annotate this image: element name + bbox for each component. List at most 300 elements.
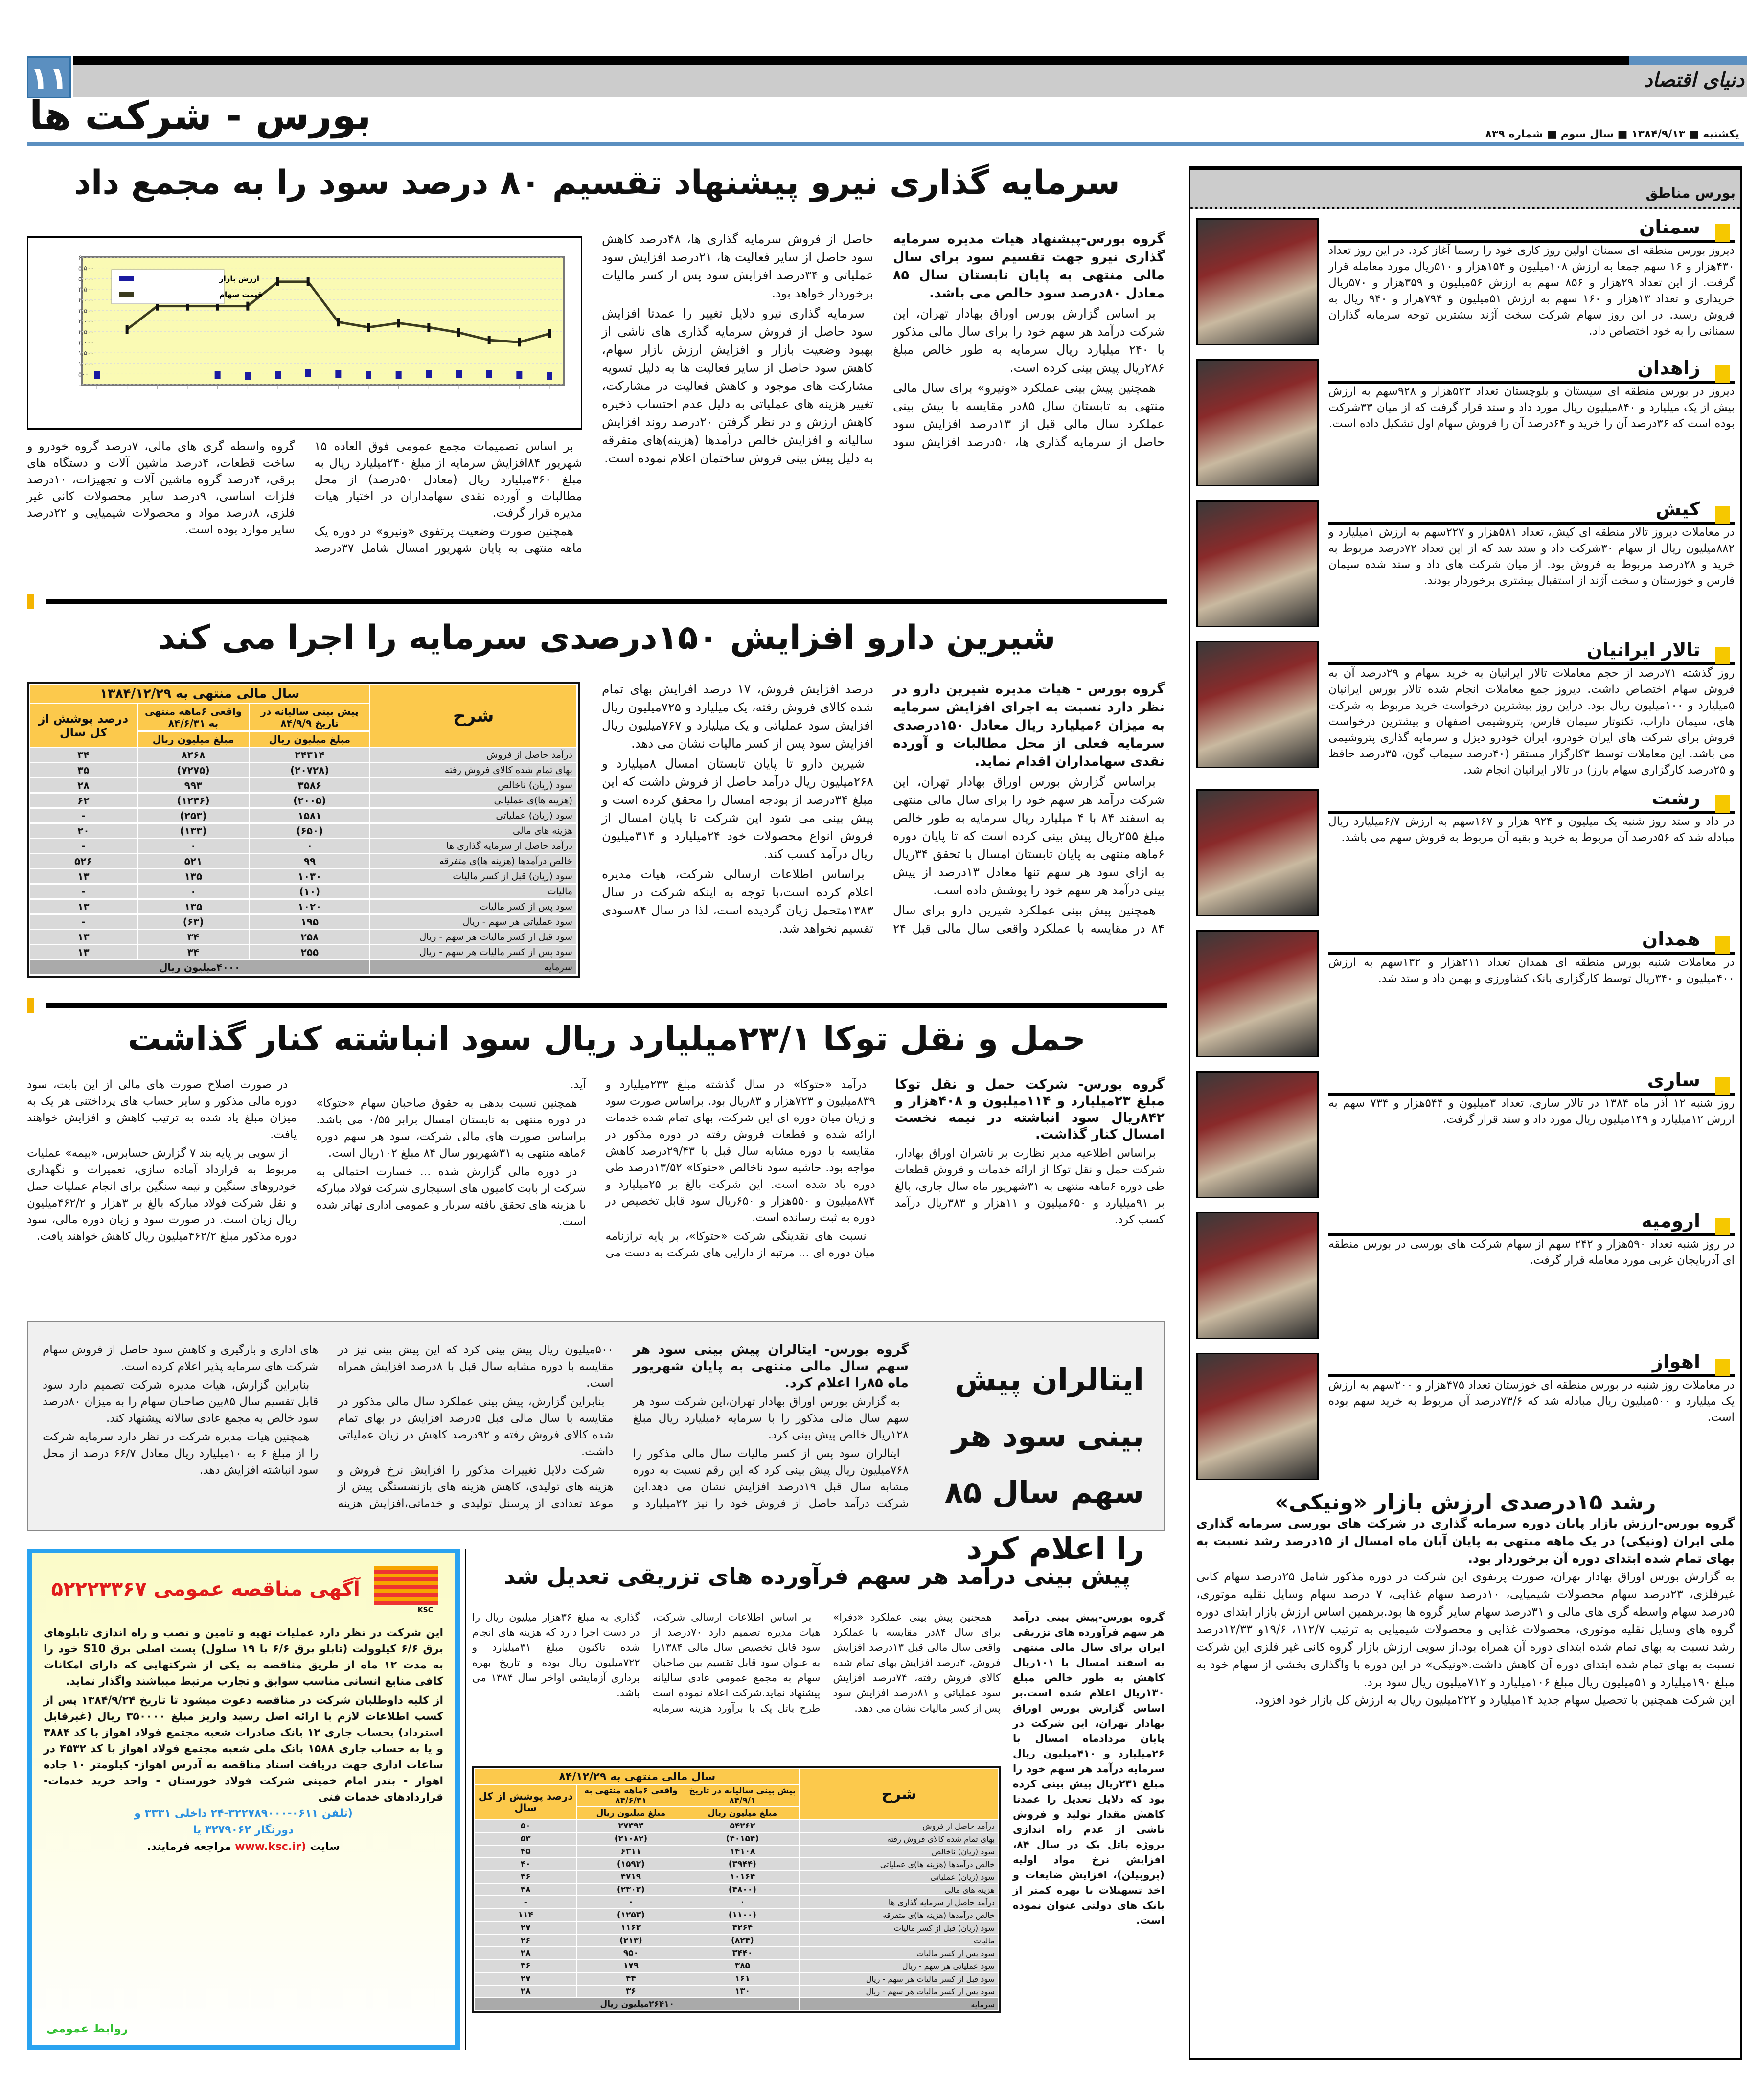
row-label: مالیات bbox=[370, 885, 576, 898]
y-tick-label: ۲,۰۰۰ bbox=[78, 339, 94, 347]
cell-value: ۲۵۵ bbox=[250, 945, 369, 959]
row-label: سود پس از کسر مالیات bbox=[800, 1947, 998, 1959]
region-text: در روز شنبه تعداد ۵۹۰هزار و ۲۴۲ سهم از سهام شرکت های بورسی در بورس منطقه ای آذربایجان غربی مورد معامله قرار گرفت. bbox=[1328, 1238, 1735, 1267]
cell-value: (۳۹۴۴) bbox=[685, 1858, 799, 1870]
table-row bbox=[30, 885, 576, 898]
y-tick-label: ۱,۵۰۰ bbox=[78, 350, 94, 357]
trading-floor-photo bbox=[1196, 930, 1319, 1057]
cell-value: ۱۷۹ bbox=[577, 1960, 685, 1972]
article2-headline: شیرین دارو افزایش ۱۵۰درصدی سرمایه را اجرا می کند bbox=[158, 618, 1056, 657]
cell-value: ۵۳ bbox=[475, 1833, 576, 1845]
cell-value: ۳۴ bbox=[138, 930, 249, 944]
cell-value: ۸۲۶۸ bbox=[138, 748, 249, 762]
period-header: سال مالی منتهی به ۱۳۸۴/۱۲/۲۹ bbox=[30, 685, 369, 703]
trading-floor-photo bbox=[1196, 1071, 1319, 1198]
cell-value: ۰ bbox=[250, 839, 369, 853]
row-label: سود قبل از کسر مالیات هر سهم - ریال bbox=[800, 1973, 998, 1985]
capital-label: سرمایه bbox=[370, 960, 576, 974]
cell-value: ۱۴۱۰۸ bbox=[685, 1846, 799, 1857]
col-desc-header: شرح bbox=[370, 685, 576, 747]
y-tick-label: ۵,۰۰۰ bbox=[78, 275, 94, 283]
financial-table bbox=[474, 1768, 999, 2011]
cell-value: ۲۷ bbox=[475, 1922, 576, 1934]
regional-exchanges-column bbox=[1189, 166, 1742, 2060]
coverage-header: درصد پوشش از کل سال bbox=[475, 1785, 576, 1819]
cell-value: ۲۷ bbox=[475, 1973, 576, 1985]
article5-body bbox=[472, 1610, 1001, 1716]
table-row bbox=[475, 1871, 998, 1883]
trading-floor-photo bbox=[1196, 641, 1319, 768]
row-label: مالیات bbox=[800, 1935, 998, 1946]
table-row bbox=[30, 915, 576, 929]
dateline: یکشنبه ■ ۱۳۸۴/۹/۱۳ ■ سال سوم ■ شماره ۸۳۹ bbox=[1485, 128, 1739, 140]
article-lead: گروه بورس-پیش بینی درآمد هر سهم فرآورده های تزریقی ایران برای سال مالی منتهی به اسفند امسال با ۱۰۱ریال کاهش به طور خالص مبلغ ۱۳۰ریال اعلام شده است.بر اساس گزارش بورس اوراق بهادار تهران، این شرکت در پایان مردادماه امسال با ۲۶میلیارد و ۴۱۰میلیون ریال سرمایه درآمد هر سهم خود را مبلغ ۲۳۱ریال پیش بینی کرده بود که دلایل تعدیل را عمدتا کاهش مقدار تولید و فروش ناشی از عدم راه اندازی پروژه باتل پک در سال ۸۴، افزایش نرخ مواد اولیه (پروپیلن)، افزایش ضایعات و اخذ تسهیلات با بهره کمتر از بانک های دولتی عنوان نموده است. bbox=[1013, 1611, 1165, 1926]
article-paragraph: براساس اطلاعات ارسالی شرکت، هیات مدیره اعلام کرده است،با توجه به اینکه شرکت در سال ۱۳۸۳متحمل زیان گردیده است، لذا در سال ۸۴سودی تقسیم نخواهد شد. bbox=[602, 867, 873, 936]
cell-value: ۱۳ bbox=[30, 869, 137, 883]
article-paragraph: شرکت دلایل تغییرات مذکور را افزایش نرخ فروش و هزینه های تولیدی، کاهش هزینه های بازنشستگی پیش از موعد تعدادی از پرسنل تولیدی و خدماتی،افزایش هزینه های اداری و بارگیری و کاهش سود حاصل از فروش سهام شرکت های سرمایه پذیر اعلام کرده است. bbox=[43, 1344, 614, 1510]
series-point bbox=[547, 372, 552, 380]
cell-value: ۲۶ bbox=[475, 1935, 576, 1946]
cell-value: ۱۶۱ bbox=[685, 1973, 799, 1985]
series-point bbox=[516, 371, 522, 379]
legend-label: قیمت سهام bbox=[219, 290, 263, 299]
cell-value: ۱۵۸۱ bbox=[250, 809, 369, 822]
row-label: درآمد حاصل از سرمایه گذاری ها bbox=[800, 1896, 998, 1908]
cell-value: ۴۰ bbox=[475, 1858, 576, 1870]
region-text: دیروز در بورس منطقه ای سیستان و بلوچستان تعداد ۵۲۳هزار و ۹۲۸سهم به ارزش بیش از یک میلیارد و ۸۴۰میلیون ریال مورد داد و ستد قرار گرفت که از میان ۳۳شرکت بوده است که ۳۶درصد آن را خرید و ۶۴درصد آن را فروش سهام اول تشکیل داده است. bbox=[1328, 385, 1735, 430]
region-6 bbox=[1196, 1067, 1735, 1201]
legend-swatch bbox=[119, 292, 134, 297]
series-point bbox=[246, 302, 249, 311]
table-row bbox=[30, 748, 576, 762]
table-row bbox=[30, 794, 576, 807]
cell-value: ۳۵ bbox=[30, 763, 137, 777]
cell-value: ۱۹۵ bbox=[250, 915, 369, 929]
unit-header: مبلغ میلیون ریال bbox=[138, 732, 249, 747]
table-row bbox=[30, 930, 576, 944]
row-label: سود (زیان) قبل از کسر مالیات bbox=[370, 869, 576, 883]
region-title: همدان bbox=[1328, 926, 1735, 955]
row-label: خالص درآمدها (هزینه ها)ی متفرقه bbox=[800, 1909, 998, 1921]
capital-value: ۴۰۰۰میلیون ریال bbox=[30, 960, 369, 974]
cell-value: ۱۱۴ bbox=[475, 1909, 576, 1921]
series-point bbox=[215, 371, 221, 379]
article-paragraph: بر اساس تصمیمات مجمع عمومی فوق العاده ۱۵ شهریور ۸۴افزایش سرمایه از مبلغ ۲۴۰میلیارد ریال به مبلغ ۳۶۰میلیارد ریال (معادل ۵۰درصد) از محل مطالبات و آورده نقدی سهامداران در اختیار هیات مدیره قرار گرفت. bbox=[314, 439, 583, 520]
cell-value: (۶۳) bbox=[138, 915, 249, 929]
cell-value: - bbox=[30, 839, 137, 853]
row-label: هزینه های مالی bbox=[370, 824, 576, 838]
tazriqi-table bbox=[472, 1766, 1001, 2013]
cell-value: - bbox=[30, 885, 137, 898]
region-title: ساری bbox=[1328, 1067, 1735, 1096]
row-label: بهای تمام شده کالای فروش رفته bbox=[800, 1833, 998, 1845]
cell-value: ۰ bbox=[138, 885, 249, 898]
article-paragraph: از سویی بر پایه بند ۷ گزارش حسابرس، «بیمه» عملیات مربوط به قرارداد آماده سازی، تعمیرات و نگهداری خودروهای سنگین و نیمه سنگین برای انجام عملیات حمل و نقل شرکت فولاد مبارکه بالغ بر ۳هزار و ۴۶۲/۲میلیون ریال زیان است. در صورت سود و زیان دوره مالی، سود دوره مذکور مبلغ ۴۶۲/۲میلیون ریال کاهش خواهند یافت. bbox=[27, 1147, 297, 1243]
yellow-marker bbox=[27, 594, 34, 609]
cell-value: ۲۷۳۹۳ bbox=[577, 1820, 685, 1832]
y-tick-label: ۵,۵۰۰ bbox=[78, 265, 94, 273]
cell-value: ۱۳۵ bbox=[138, 900, 249, 913]
region-text: در داد و ستد روز شنبه یک میلیون و ۹۲۴ هزار و ۱۶۷سهم به ارزش ۶/۷میلیارد ریال مبادله شد که ۵۶درصد آن مربوط به خرید و بقیه آن مربوط به فروش سهم می باشد. bbox=[1328, 815, 1735, 844]
article4-headline: ایتالران پیش بینی سود هر سهم سال ۸۵ را اعلام کرد bbox=[944, 1362, 1144, 1566]
table-row bbox=[475, 1884, 998, 1895]
article-lead: گروه بورس - هیات مدیره شیرین دارو در نظر دارد نسبت به اجرای افزایش سرمایه به میزان ۶میلیارد ریال معادل ۱۵۰درصدی سرمایه فعلی از محل مطالبات و آورده نقدی سهامداران اقدام نماید. bbox=[893, 682, 1165, 769]
cell-value: ۲۰ bbox=[30, 824, 137, 838]
cell-value: ۵۲۱ bbox=[138, 854, 249, 868]
table-row bbox=[30, 824, 576, 838]
cell-value: ۴۶ bbox=[475, 1960, 576, 1972]
cell-value: ۱۳ bbox=[30, 930, 137, 944]
region-title: اهواز bbox=[1328, 1349, 1735, 1377]
cell-value: - bbox=[30, 809, 137, 822]
row-label: سود پس از کسر مالیات هر سهم - ریال bbox=[800, 1986, 998, 1997]
newspaper-logo: دنیای اقتصاد bbox=[1644, 68, 1744, 91]
region-text: در معاملات دیروز تالار منطقه ای کیش، تعداد ۵۸۱هزار و ۲۲۷سهم به ارزش ۱میلیارد و ۸۸۲میلیون ریال از سهام ۳۰شرکت داد و ستد شد که از این تعداد ۷۲درصد مربوط به خرید و ۲۸درصد مربوط به فروش بود. از میان شرکت های داد و ستد شده سیمان فارس و خوزستان و سخت آژند از استقبال بیشتری برخوردار بودند. bbox=[1328, 526, 1735, 587]
legend-box bbox=[112, 270, 224, 304]
article-lead: گروه بورس- ایتالران پیش بینی سود هر سهم سال مالی منتهی به پایان شهریور ماه ۸۵را اعلام کرد. bbox=[633, 1342, 909, 1391]
article5-headline: پیش بینی درآمد هر سهم فرآورده های تزریقی تعدیل شد bbox=[503, 1563, 1131, 1589]
article6-headline: رشد ۱۵درصدی ارزش بازار «ونیکی» bbox=[1275, 1490, 1656, 1515]
table-row bbox=[30, 809, 576, 822]
article3-body bbox=[27, 1076, 1165, 1261]
cell-value: ۲۸ bbox=[475, 1986, 576, 1997]
row-label: (هزینه ها)ی عملیاتی bbox=[370, 794, 576, 807]
cell-value: (۲۱۰۸۲) bbox=[577, 1833, 685, 1845]
cell-value: ۳۸۵ bbox=[685, 1960, 799, 1972]
cell-value: ۰ bbox=[685, 1896, 799, 1908]
cell-value: ۰ bbox=[577, 1896, 685, 1908]
ksc-logo bbox=[374, 1566, 438, 1605]
region-0 bbox=[1196, 214, 1735, 348]
cell-value: ۳۴ bbox=[30, 748, 137, 762]
table-row bbox=[30, 778, 576, 792]
col-desc-header: شرح bbox=[800, 1769, 998, 1819]
cell-value: (۲۰۷۲۸) bbox=[250, 763, 369, 777]
region-text: در معاملات روز شنبه در بورس منطقه ای خوزستان تعداد ۴۷۵هزار و ۲۰۰سهم به ارزش یک میلیارد و ۵۰۰میلیون ریال مبادله شد که ۷۳/۶درصد آن مربوط به خرید سهم بوده است. bbox=[1328, 1379, 1735, 1424]
series-point bbox=[518, 338, 521, 346]
series-point bbox=[486, 370, 492, 378]
cell-value: ۹۵۰ bbox=[577, 1947, 685, 1959]
section-divider bbox=[46, 599, 1167, 604]
article1-body bbox=[602, 230, 1165, 467]
regional-column-title: بورس مناطق bbox=[1190, 170, 1740, 209]
row-label: سود (زیان) عملیاتی bbox=[370, 809, 576, 822]
cell-value: ۴۸ bbox=[475, 1884, 576, 1895]
row-label: بهای تمام شده کالای فروش رفته bbox=[370, 763, 576, 777]
cell-value: (۸۲۴) bbox=[685, 1935, 799, 1946]
ad-title: آگهی مناقصه عمومی ۵۲۲۲۳۳۶۷ bbox=[51, 1578, 360, 1600]
forecast-header: پیش بینی سالیانه در تاریخ ۸۴/۹/۹ bbox=[250, 704, 369, 730]
article-paragraph: نسبت های نقدینگی شرکت «حتوکا»، بر پایه ترازنامه میان دوره ای ... مرتبه از دارایی های شرکت به دست می آید. bbox=[570, 1078, 875, 1259]
cell-value: ۴۲۶۴ bbox=[685, 1922, 799, 1934]
cell-value: (۱۰) bbox=[250, 885, 369, 898]
cell-value: (۱۱۰۰) bbox=[685, 1909, 799, 1921]
cell-value: ۹۹ bbox=[250, 854, 369, 868]
article-paragraph: بر اساس اطلاعات ارسالی شرکت، هیات مدیره تصمیم دارد ۷۰درصد از سود قابل تخصیص سال مالی ۱۳۸۴را به عنوان سود قابل تقسیم بین صاحبان سهام به مجمع عمومی عادی سالیانه پیشنهاد نماید.شرکت اعلام نموده است طرح باتل پک با برآورد هزینه سرمایه گذاری به مبلغ ۳۶هزار میلیون ریال را در دست اجرا دارد که هزینه های انجام شده تاکنون مبلغ ۳۱میلیارد و ۷۲۲میلیون ریال بوده و تاریخ بهره برداری آزمایشی اواخر سال ۱۳۸۴ می باشد. bbox=[472, 1611, 821, 1714]
cell-value: (۶۵۰) bbox=[250, 824, 369, 838]
ad-footer: روابط عمومی bbox=[46, 2022, 128, 2035]
region-7 bbox=[1196, 1208, 1735, 1342]
cell-value: ۱۳ bbox=[30, 900, 137, 913]
row-label: درآمد حاصل از سرمایه گذاری ها bbox=[370, 839, 576, 853]
y-tick-label: ۴,۰۰۰ bbox=[78, 297, 94, 304]
cell-value: ۱۳ bbox=[30, 945, 137, 959]
article5-body-lead bbox=[1013, 1610, 1165, 1930]
cell-value: ۱۰۲۰ bbox=[250, 900, 369, 913]
article-paragraph: درآمد «حتوکا» در سال گذشته مبلغ ۲۳۳میلیارد و ۸۳۹میلیون و ۷۲۳هزار و ۸۳ریال بود. براساس صورت سود و زیان میان دوره ای این شرکت، بهای تمام شده خدمات ارائه شده و قطعات فروش رفته در دوره مذکور در مقایسه با دوره مشابه سال قبل با ۲۹/۴۳درصد کاهش مواجه بود. حاشیه سود ناخالص «حتوکا» ۱۳/۵۲درصد طی دوره یاد شده است. این شرکت بالغ بر ۲۵میلیارد و ۸۷۴میلیون و ۵۵۰هزار و ۶۵۰ریال سود قابل تخصیص در دوره به ثبت رسانده است. bbox=[605, 1078, 875, 1224]
y-tick-label: ۰ bbox=[78, 382, 82, 389]
region-title: ارومیه bbox=[1328, 1208, 1735, 1236]
period-header: سال مالی منتهی به ۸۴/۱۲/۲۹ bbox=[475, 1769, 799, 1784]
article-paragraph: بنابراین گزارش، هیات مدیره شرکت تصمیم دارد سود قابل تقسیم سال ۸۵بین صاحبان سهام را به میزان ۸۰درصد سود خالص به مجمع عادی سالانه پیشنهاد کند. bbox=[43, 1379, 319, 1425]
vniki-article bbox=[1196, 1490, 1735, 1709]
cell-value: (۱۲۵۳) bbox=[577, 1909, 685, 1921]
ad-site-suffix: مراجعه فرمایند. bbox=[147, 1841, 231, 1853]
table-row bbox=[30, 869, 576, 883]
ad-paragraph: از کلیه داوطلبان شرکت در مناقصه دعوت میشود تا تاریخ ۱۳۸۴/۹/۲۴ پس از کسب اطلاعات لازم با ارائه اصل رسید واریز مبلغ ۳۵۰۰۰۰ ریال (غیرقابل استرداد) بحساب جاری ۱۲ بانک صادرات شعبه مجتمع فولاد اهواز با کد ۳۸۸۴ و یا به حساب جاری ۱۵۸۸ بانک ملی شعبه مجتمع فولاد اهواز با کد ۴۵۳۲ در ساعات اداری جهت دریافت اسناد مناقصه به آدرس اهواز- کیلومتر ۱۰ جاده اهواز - بندر امام خمینی شرکت فولاد خوزستان - واحد خرید خدمات- قراردادهای خدمات فنی bbox=[44, 1694, 443, 1803]
table-row bbox=[475, 1833, 998, 1845]
region-text: روز شنبه ۱۲ آذر ماه ۱۳۸۴ در تالار ساری، تعداد ۳میلیون و ۵۴۴هزار و ۷۳۴ سهم به ارزش ۱۲میلیارد و ۱۴۹میلیون ریال مورد داد و ستد قرار گرفت. bbox=[1328, 1097, 1735, 1126]
row-label: خالص درآمدها (هزینه ها)ی متفرقه bbox=[370, 854, 576, 868]
article-paragraph: همچنین پیش بینی عملکرد «ونیرو» برای سال مالی منتهی به تابستان سال ۸۵در مقایسه با پیش بینی عملکرد سال مالی قبل از ۱۳درصد افزایش سود حاصل از سرمایه گذاری ها، ۵۰درصد افزایش سود حاصل از فروش سرمایه گذاری ها، ۴۸درصد کاهش سود حاصل از سایر فعالیت ها، ۲۱درصد افزایش سود عملیاتی و ۳۴درصد افزایش سود پس از کسر مالیات برخوردار خواهد بود. bbox=[602, 232, 1165, 449]
article-paragraph: بنابراین گزارش، پیش بینی عملکرد سال مالی مذکور در مقایسه با سال مالی قبل ۵درصد افزایش در بهای تمام شده کالای فروش رفته و ۹۲درصد کاهش در زیان عملیاتی داشت. bbox=[338, 1395, 614, 1458]
article-paragraph: به گزارش بورس اوراق بهادار تهران، صورت پرتفوی این شرکت در دوره مذکور شامل ۲۵درصد سهام کانی غیرفلزی، ۲۳درصد سهام محصولات شیمیایی، ۱۰درصد سهام غذایی، ۷ درصد سهام وسایل نقلیه موتوری، ۵درصد سهام واسطه گری های مالی و ۳۱درصد سهام سایر گروه ها بود.برهمین اساس ارزش بازار ابتدای دوره گروه های وسایل نقلیه موتوری، محصولات غذایی و محصولات شیمیایی به ترتیب ۱۱۲/۷، ۱۹/۶و ۱۲/۳۳درصد رشد نسبت به بهای تمام شده ابتدای دوره آن همراه بود.از سویی ارزش بازار گروه کانی غیر فلزی این شرکت نسبت به بهای تمام شده ابتدای دوره آن کاهش داشت.«ونیکی» در این دوره با واگذاری بخشی از سهام خود به مبلغ ۱۹۰میلیارد و ۵۱میلیون ریال مبلغ ۱۰۶میلیارد و ۷۱۲میلیون ریال سود برد. bbox=[1196, 1570, 1735, 1689]
cell-value: ۱۳۰ bbox=[685, 1986, 799, 1997]
chart-svg bbox=[28, 238, 581, 428]
series-point bbox=[396, 371, 402, 379]
series-point bbox=[337, 318, 340, 326]
trading-floor-photo bbox=[1196, 1353, 1319, 1480]
cell-value: ۳۶ bbox=[577, 1986, 685, 1997]
shirin-daru-table bbox=[27, 682, 580, 978]
cell-value: ۲۴۳۱۴ bbox=[250, 748, 369, 762]
cell-value: ۱۳۵ bbox=[138, 869, 249, 883]
cell-value: ۱۰۱۶۴ bbox=[685, 1871, 799, 1883]
cell-value: - bbox=[30, 915, 137, 929]
region-title: زاهدان bbox=[1328, 355, 1735, 384]
table-row bbox=[475, 1973, 998, 1985]
table-row bbox=[475, 1947, 998, 1959]
article2-body bbox=[602, 680, 1165, 938]
table-row bbox=[475, 1858, 998, 1870]
article-paragraph: در صورت اصلاح صورت های مالی از این بابت، سود دوره مالی مذکور و سایر حساب های پرداختنی هر یک به میزان مبلغ یاد شده به ترتیب کاهش و افزایش خواهند یافت. bbox=[27, 1078, 297, 1141]
article-paragraph: همچنین هیات مدیره شرکت در نظر دارد سرمایه شرکت را از مبلغ ۶ به ۱۰میلیارد ریال معادل ۶۶/۷ درصد از محل سود انباشته افزایش دهد. bbox=[43, 1431, 319, 1477]
cell-value: ۴۷۱۹ bbox=[577, 1871, 685, 1883]
cell-value: ۶۲ bbox=[30, 794, 137, 807]
article-paragraph: همچنین صورت وضعیت پرتفوی «ونیرو» در دوره یک ماهه منتهی به پایان شهریور امسال شامل ۳۷درصد گروه واسطه گری های مالی، ۷درصد گروه خودرو و ساخت قطعات، ۴درصد ماشین آلات و دستگاه های برقی، ۴درصد گروه ماشین آلات و تجهیزات، ۱۰درصد فلزات اساسی، ۹درصد سایر محصولات کانی غیر فلزی، ۸درصد مواد و محصولات شیمیایی و ۲۲درصد سایر موارد بوده است. bbox=[27, 439, 582, 555]
cell-value: ۴۵ bbox=[475, 1846, 576, 1857]
trading-floor-photo bbox=[1196, 218, 1319, 345]
y-tick-label: ۶,۰۰۰ bbox=[78, 254, 94, 262]
article-lead: گروه بورس- شرکت حمل و نقل توکا مبلغ ۲۳میلیارد و ۱۱۴میلیون و ۴۰۸هزار و ۸۴۲ریال سود انباشته در نیمه نخست امسال کنار گذاشت. bbox=[894, 1077, 1165, 1142]
forecast-header: پیش بینی سالیانه در تاریخ ۸۴/۹/۱ bbox=[685, 1785, 799, 1806]
legend-swatch bbox=[119, 276, 134, 281]
article-paragraph: همچنین پیش بینی عملکرد «دفرا» برای سال ۸۴در مقایسه با عملکرد واقعی سال مالی قبل ۱۳درصد افزایش فروش، ۴درصد افزایش بهای تمام شده کالای فروش رفته، ۷۴درصد افزایش سود عملیاتی و ۸۱درصد افزایش سود پس از کسر مالیات نشان می دهد. bbox=[833, 1611, 1001, 1714]
table-row bbox=[475, 1909, 998, 1921]
section-title: بورس - شرکت ها bbox=[29, 93, 371, 138]
actual-header: واقعی ۶ماهه منتهی به ۸۴/۶/۳۱ bbox=[138, 704, 249, 730]
region-5 bbox=[1196, 926, 1735, 1060]
unit-header: مبلغ میلیون ریال bbox=[250, 732, 369, 747]
article-paragraph: براساس اطلاعیه مدیر نظارت بر ناشران اوراق بهادار، شرکت حمل و نقل توکا از ارائه خدمات و فروش قطعات طی دوره ۶ماهه منتهی به ۳۱شهریور ماه سال جاری، بالغ بر ۹۱میلیارد و ۶۵۰میلیون و ۱۱هزار و ۳۸۳ریال درآمد کسب کرد. bbox=[894, 1147, 1165, 1226]
row-label: سود (زیان) قبل از کسر مالیات bbox=[800, 1922, 998, 1934]
row-label: سود قبل از کسر مالیات هر سهم - ریال bbox=[370, 930, 576, 944]
masthead-bar bbox=[73, 56, 1629, 65]
capital-value: ۲۶۴۱۰میلیون ریال bbox=[475, 1998, 799, 2010]
series-point bbox=[427, 323, 430, 332]
article-paragraph: ایتالران سود پس از کسر مالیات سال مالی مذکور را ۷۶۸میلیون ریال پیش بینی کرد که این رقم نسبت به دوره مشابه سال قبل ۱۹درصد افزایش نشان می دهد.این شرکت درآمد حاصل از فروش خود را نیز ۲۲میلیارد و ۵۰۰میلیون ریال پیش بینی کرد که این پیش بینی نیز در مقایسه با دوره مشابه سال قبل با ۸درصد افزایش همراه است. bbox=[338, 1344, 909, 1510]
region-1 bbox=[1196, 355, 1735, 489]
ksc-logo-text: KSC bbox=[417, 1606, 433, 1614]
article-paragraph: شیرین دارو تا پایان تابستان امسال ۸میلیارد و ۲۶۸میلیون ریال درآمد حاصل از فروش داشت که این مبلغ ۳۴درصد از بودجه امسال را محقق کرده است و پیش بینی می شود این شرکت تا پایان امسال از فروش انواع محصولات خود ۲۴میلیارد و ۳۱۴میلیون ریال درآمد کسب کند. bbox=[602, 756, 874, 861]
cell-value: ۱۰۳۰ bbox=[250, 869, 369, 883]
series-point bbox=[488, 336, 491, 344]
series-point bbox=[245, 372, 251, 380]
cell-value: (۲۵۳) bbox=[138, 809, 249, 822]
cell-value: ۹۹۳ bbox=[138, 778, 249, 792]
cell-value: (۷۲۷۵) bbox=[138, 763, 249, 777]
series-point bbox=[305, 369, 311, 377]
regions-list bbox=[1196, 214, 1735, 1483]
article-paragraph: همچنین نسبت بدهی به حقوق صاحبان سهام «حتوکا» در دوره منتهی به تابستان امسال برابر ۰/۵۵ می باشد. براساس صورت های مالی شرکت، سود هر سهم دوره ۶ماهه منتهی به ۳۱شهریور سال ۸۴ مبلغ ۱۰۲ریال است. bbox=[316, 1097, 586, 1160]
cell-value: ۲۸ bbox=[475, 1947, 576, 1959]
series-point bbox=[275, 371, 281, 379]
tender-advertisement bbox=[27, 1549, 460, 2050]
series-point bbox=[335, 370, 341, 378]
article1-headline: سرمایه گذاری نیرو پیشنهاد تقسیم ۸۰ درصد سود را به مجمع داد bbox=[74, 163, 1120, 202]
ad-fax: دورنگار ۳۲۷۹۰۶۲ یا bbox=[193, 1824, 294, 1836]
unit-header: مبلغ میلیون ریال bbox=[685, 1807, 799, 1819]
cell-value: ۵۰ bbox=[475, 1820, 576, 1832]
table-row bbox=[475, 1922, 998, 1934]
ad-site-link[interactable]: (www.ksc.ir bbox=[235, 1841, 306, 1853]
article4-body bbox=[43, 1342, 909, 1512]
series-point bbox=[426, 370, 432, 378]
article-paragraph: سرمایه گذاری نیرو دلایل تغییر را عمدتا افزایش سود حاصل از فروش سرمایه گذاری های ناشی از بهبود وضعیت بازار و افزایش ارزش بازار سهام، کاهش سود حاصل از سایر فعالیت ها به دلیل تسویه مشارکت های موجود و کاهش فعالیت در مشارکت، تغییر هزینه های عملیاتی به دلیل عدم احتساب ذخیره کاهش ارزش و در نظر گرفتن ۲۰درصد روند افزایش سالیانه و افزایش خالص درآمدها (هزینه)های متفرقه به دلیل پیش بینی فروش ساختمان اعلام نموده است. bbox=[602, 306, 873, 465]
series-point bbox=[367, 323, 370, 332]
row-label: سود پس از کسر مالیات bbox=[370, 900, 576, 913]
ad-site-line bbox=[44, 1839, 443, 1855]
row-label: سود (زیان) عملیاتی bbox=[800, 1871, 998, 1883]
region-text: در معاملات شنبه بورس منطقه ای همدان تعداد ۲۱۱هزار و ۱۳۲سهم به ارزش ۴۰۰میلیون و ۳۴۰ریال توسط کارگزاری بانک کشاورزی و بهمن داد و ستد شد. bbox=[1328, 956, 1735, 985]
region-title: تالار ایرانیان bbox=[1328, 637, 1735, 665]
masthead-accent bbox=[1629, 56, 1747, 65]
article-paragraph: به گزارش بورس اوراق بهادار تهران،این شرکت سود هر سهم سال مالی مذکور را با سرمایه ۶میلیارد ریال مبلغ ۱۲۸ریال خالص پیش بینی کرد. bbox=[633, 1395, 909, 1441]
series-point bbox=[366, 371, 371, 379]
region-2 bbox=[1196, 496, 1735, 630]
cell-value: ۱۱۶۳ bbox=[577, 1922, 685, 1934]
capital-label: سرمایه bbox=[800, 1998, 998, 2010]
cell-value: (۱۳۳) bbox=[138, 824, 249, 838]
cell-value: ۰ bbox=[138, 839, 249, 853]
table-row bbox=[475, 1896, 998, 1908]
row-label: سود (زیان) ناخالص bbox=[370, 778, 576, 792]
header-divider bbox=[27, 142, 1744, 146]
cell-value: - bbox=[475, 1896, 576, 1908]
row-label: خالص درآمدها (هزینه ها)ی عملیاتی bbox=[800, 1858, 998, 1870]
region-title: سمنان bbox=[1328, 214, 1735, 243]
table-row bbox=[30, 945, 576, 959]
region-3 bbox=[1196, 637, 1735, 778]
region-8 bbox=[1196, 1349, 1735, 1483]
region-title: کیش bbox=[1328, 496, 1735, 525]
y-tick-label: ۴,۵۰۰ bbox=[78, 286, 94, 294]
cell-value: (۱۲۴۶) bbox=[138, 794, 249, 807]
legend-label: ارزش بازار bbox=[219, 274, 260, 283]
table-row bbox=[475, 1820, 998, 1832]
series-point bbox=[276, 277, 279, 286]
cell-value: ۳۴۴۰ bbox=[685, 1947, 799, 1959]
trading-floor-photo bbox=[1196, 789, 1319, 916]
series-point bbox=[456, 370, 462, 378]
article-lead: گروه بورس-ارزش بازار پایان دوره سرمایه گذاری در شرکت های بورسی سرمایه گذاری ملی ایران (ونیکی) در یک ماهه منتهی به پایان آبان ماه امسال از ۱۵درصد رشد نسبت به بهای تمام شده ابتدای دوره آن برخوردار بود. bbox=[1196, 1516, 1735, 1566]
article1-body-continued bbox=[27, 438, 582, 556]
table-row bbox=[30, 763, 576, 777]
article-paragraph: بر اساس گزارش بورس اوراق بهادار تهران، این شرکت درآمد هر سهم خود را برای سال مالی مذکور با ۲۴۰ میلیارد ریال سرمایه به طور خالص مبلغ ۲۸۶ریال پیش بینی کرده است. bbox=[893, 306, 1165, 375]
row-label: سود پس از کسر مالیات هر سهم - ریال bbox=[370, 945, 576, 959]
ad-site-prefix: سایت bbox=[310, 1841, 340, 1853]
article-paragraph: براساس گزارش بورس اوراق بهادار تهران، این شرکت درآمد هر سهم خود را برای سال مالی منتهی به اسفند ۸۴ با ۴ میلیارد ریال سرمایه به طور خالص مبلغ ۲۵۵ریال پیش بینی کرده است که تا پایان دوره ۶ماهه منتهی به پایان تابستان امسال با تحقق ۳۴ریال به ازای سود هر سهم تنها معادل ۱۳درصد از پیش بینی درآمد هر سهم خود را پوشش داده است. bbox=[893, 775, 1165, 897]
italiran-box bbox=[27, 1321, 1165, 1566]
table-row bbox=[475, 1846, 998, 1857]
series-point bbox=[548, 329, 551, 338]
y-tick-label: ۵۰۰ bbox=[78, 371, 89, 379]
cell-value: ۲۵۸ bbox=[250, 930, 369, 944]
trading-floor-photo bbox=[1196, 1212, 1319, 1339]
row-label: درآمد حاصل از فروش bbox=[800, 1820, 998, 1832]
y-tick-label: ۱,۰۰۰ bbox=[78, 360, 94, 368]
row-label: سود عملیاتی هر سهم - ریال bbox=[370, 915, 576, 929]
section-divider bbox=[46, 1003, 1167, 1008]
cell-value: ۳۵۸۶ bbox=[250, 778, 369, 792]
article-paragraph: همچنین پیش بینی عملکرد شیرین دارو برای سال ۸۴ در مقایسه با عملکرد واقعی سال مالی قبل ۲۴ درصد افزایش فروش، ۱۷ درصد افزایش بهای تمام شده کالای فروش رفته، یک میلیارد و ۷۲۵میلیون ریال افزایش سود عملیاتی و یک میلیارد و ۷۶۷میلیون ریال افزایش سود پس از کسر مالیات نشان می دهد. bbox=[602, 682, 1165, 936]
cell-value: ۵۴۲۶۲ bbox=[685, 1820, 799, 1832]
y-tick-label: ۳,۰۰۰ bbox=[78, 318, 94, 325]
article-paragraph: این شرکت همچنین با تحصیل سهام جدید ۱۴میلیارد و ۲۲۲میلیون ریال به ارزش کل بازار خود افزود. bbox=[1255, 1693, 1735, 1707]
row-label: هزینه های مالی bbox=[800, 1884, 998, 1895]
article-paragraph: در دوره مالی گزارش شده ... خسارت احتمالی به شرکت از بابت کامیون های استیجاری شرکت فولاد مبارکه با هزینه های تحقق یافته سربار و عمومی اداری تهاتر شده است. bbox=[316, 1165, 586, 1228]
series-point bbox=[397, 319, 400, 327]
ad-phone: (تلفن ۰۶۱۱-۳۲۲۷۸۹۰۰۰-۲۴ داخلی ۳۳۳۱ و bbox=[134, 1807, 353, 1820]
cell-value: (۴۰۱۵۴) bbox=[685, 1833, 799, 1845]
ad-paragraph: این شرکت در نظر دارد عملیات تهیه و تامین و نصب و راه اندازی تابلوهای برق ۶/۶ کیلوولت (تابلو برق ۶/۶ با ۱۹ سلول) پست اصلی برق S10 خود را به مدت ۱۲ ماه از طریق مناقصه به یکی از شرکتهایی که دارای امکانات کافی منابع انسانی مناسب سوابق و تجارب مرتبط میباشند واگذار نماید. bbox=[44, 1627, 444, 1688]
row-label: سود عملیاتی هر سهم - ریال bbox=[800, 1960, 998, 1972]
y-tick-label: ۳,۵۰۰ bbox=[78, 307, 94, 315]
page-number: ۱۱ bbox=[27, 56, 71, 98]
region-text: دیروز بورس منطقه ای سمنان اولین روز کاری خود را رسما آغاز کرد. در این روز تعداد ۴۳۰هزار و ۱۶ سهم جمعا به ارزش ۱۰۸میلیون و ۱۵۴هزار و ۵۱۰ریال مورد معامله قرار گرفت. از این تعداد ۲۹هزار و ۸۵۶ سهم به ارزش ۵۶میلیون و ۳۵۹هزار و ۵۷۰ریال خریداری و تعداد ۱۳هزار و ۱۶۰ سهم به ارزش ۵۱میلیون و ۷۹۴هزار و ۹۴۰ ریال به فروش رسید. در این روز سهام شرکت سخت آژند بیشترین توجه سرمایه گذاران سمنانی را به خود اختصاص داد. bbox=[1328, 244, 1735, 338]
column-rule bbox=[465, 1549, 466, 2050]
cell-value: (۲۱۳) bbox=[577, 1935, 685, 1946]
region-title: رشت bbox=[1328, 785, 1735, 814]
article-lead: گروه بورس-پیشنهاد هیات مدیره سرمایه گذاری نیرو جهت تقسیم سود برای سال مالی منتهی به پایان تابستان سال ۸۵ معادل ۸۰درصد سود خالص می باشد. bbox=[893, 231, 1165, 301]
article3-headline: حمل و نقل توکا ۲۳/۱میلیارد ریال سود انباشته کنار گذاشت bbox=[128, 1020, 1086, 1058]
cell-value: (۴۸۰۰) bbox=[685, 1884, 799, 1895]
table-row bbox=[30, 839, 576, 853]
table-row bbox=[475, 1960, 998, 1972]
table-row bbox=[30, 900, 576, 913]
trading-floor-photo bbox=[1196, 359, 1319, 486]
table-row bbox=[475, 1935, 998, 1946]
row-label: درآمد حاصل از فروش bbox=[370, 748, 576, 762]
row-label: سود (زیان) ناخالص bbox=[800, 1846, 998, 1857]
series-point bbox=[307, 277, 310, 286]
cell-value: ۶۳۱۱ bbox=[577, 1846, 685, 1857]
cell-value: ۲۸ bbox=[30, 778, 137, 792]
coverage-header: درصد پوشش از کل سال bbox=[30, 704, 137, 747]
region-4 bbox=[1196, 785, 1735, 919]
cell-value: ۴۴ bbox=[577, 1973, 685, 1985]
cell-value: ۴۶ bbox=[475, 1871, 576, 1883]
